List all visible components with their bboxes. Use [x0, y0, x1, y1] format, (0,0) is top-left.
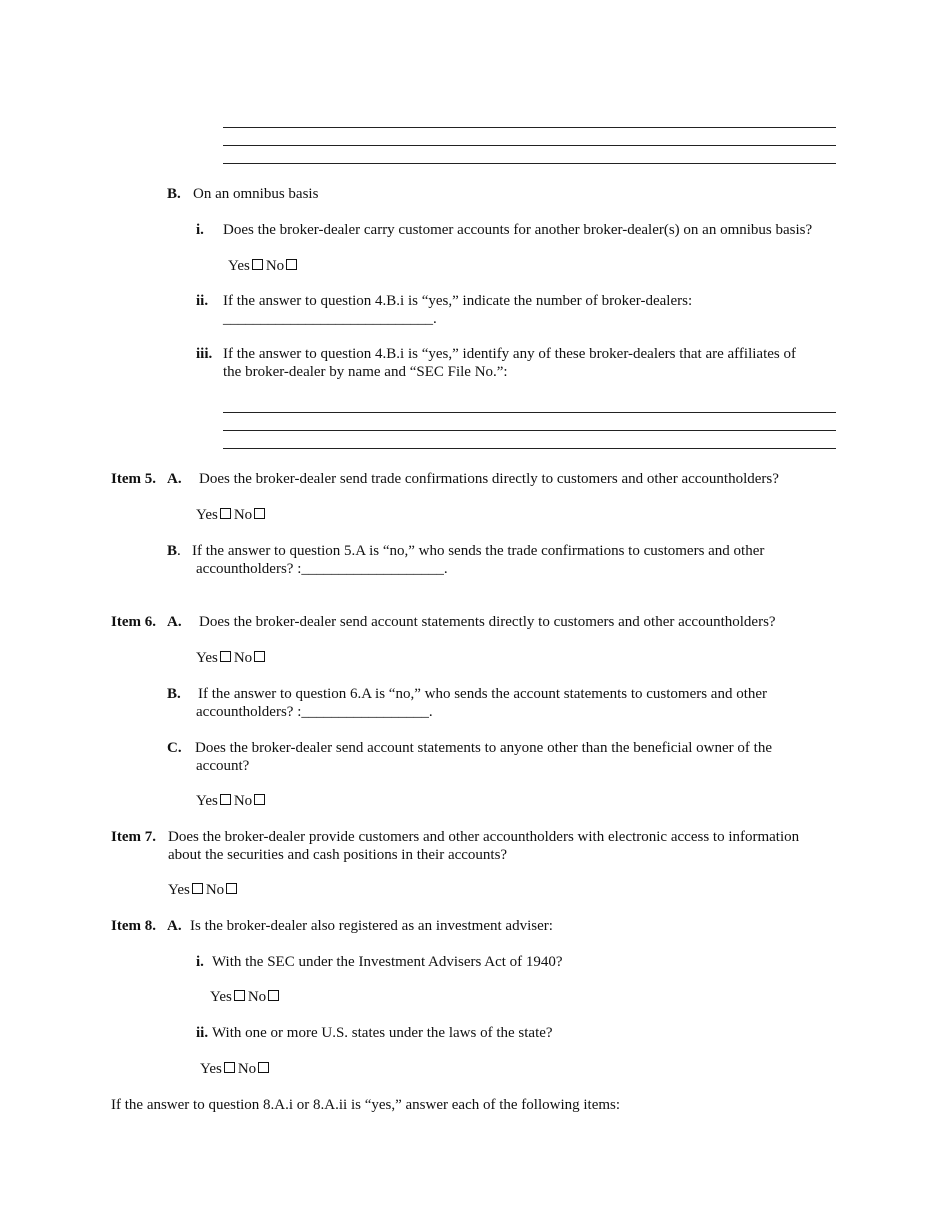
answer-line[interactable] — [223, 448, 836, 449]
item4-b-title: On an omnibus basis — [193, 186, 319, 202]
item8-a-i-question: With the SEC under the Investment Advisers Act of 1940? — [212, 954, 563, 970]
item5-a-question: Does the broker-dealer send trade confirmations directly to customers and other accountholders? — [199, 471, 779, 487]
item7-question-line2: about the securities and cash positions in their accounts? — [168, 847, 508, 863]
yes-checkbox[interactable] — [234, 990, 245, 1001]
no-checkbox[interactable] — [258, 1062, 269, 1073]
item6-b-question: If the answer to question 6.A is “no,” who sends the account statements to customers and other — [198, 686, 768, 702]
yes-checkbox[interactable] — [220, 651, 231, 662]
no-label: No — [265, 258, 285, 274]
yes-no-group — [196, 792, 268, 810]
answer-line[interactable] — [223, 127, 836, 128]
yes-checkbox[interactable] — [220, 508, 231, 519]
yes-label: Yes — [228, 258, 250, 274]
item6-a-question: Does the broker-dealer send account statements directly to customers and other accountholders? — [199, 614, 776, 630]
follow-up-instruction: If the answer to question 8.A.i or 8.A.ii is “yes,” answer each of the following items: — [111, 1097, 621, 1113]
yes-label: Yes — [196, 793, 218, 809]
item6-c-question-line2: account? — [196, 758, 250, 774]
item6-label: Item 6. — [111, 614, 156, 630]
answer-line[interactable] — [223, 163, 836, 164]
item8-label: Item 8. — [111, 918, 156, 934]
item8-a-letter: A. — [167, 918, 182, 934]
item8-a-question: Is the broker-dealer also registered as an investment adviser: — [190, 918, 553, 934]
yes-no-group — [196, 506, 268, 524]
item4-b-iii-number: iii. — [196, 346, 213, 362]
no-label: No — [205, 882, 225, 898]
yes-no-group — [168, 881, 240, 899]
no-checkbox[interactable] — [286, 259, 297, 270]
account-statements-sender-field[interactable]: accountholders? :_________________. — [196, 704, 433, 720]
yes-no-group — [200, 1060, 272, 1078]
answer-line[interactable] — [223, 145, 836, 146]
yes-no-group — [228, 257, 300, 275]
yes-label: Yes — [168, 882, 190, 898]
no-label: No — [247, 989, 267, 1005]
item5-b-question: . If the answer to question 5.A is “no,” who sends the trade confirmations to customers and other — [177, 543, 765, 559]
yes-checkbox[interactable] — [252, 259, 263, 270]
no-checkbox[interactable] — [226, 883, 237, 894]
yes-checkbox[interactable] — [224, 1062, 235, 1073]
item4-b-i-question: Does the broker-dealer carry customer accounts for another broker-dealer(s) on an omnibus basis? — [223, 222, 813, 238]
no-label: No — [233, 650, 253, 666]
item5-b-letter: B — [167, 543, 178, 559]
yes-label: Yes — [210, 989, 232, 1005]
no-checkbox[interactable] — [254, 508, 265, 519]
item5-label: Item 5. — [111, 471, 156, 487]
item4-b-iii-question-line2: the broker-dealer by name and “SEC File No.”: — [223, 364, 508, 380]
answer-line[interactable] — [223, 412, 836, 413]
item8-a-ii-question: With one or more U.S. states under the laws of the state? — [212, 1025, 553, 1041]
yes-label: Yes — [200, 1061, 222, 1077]
yes-no-group — [196, 649, 268, 667]
no-label: No — [233, 793, 253, 809]
no-checkbox[interactable] — [268, 990, 279, 1001]
no-label: No — [237, 1061, 257, 1077]
yes-checkbox[interactable] — [220, 794, 231, 805]
yes-checkbox[interactable] — [192, 883, 203, 894]
item5-a-letter: A. — [167, 471, 182, 487]
no-checkbox[interactable] — [254, 651, 265, 662]
yes-no-group — [210, 988, 282, 1006]
item4-b-letter: B. — [167, 186, 181, 202]
item4-b-i-number: i. — [196, 222, 204, 238]
item8-a-i-number: i. — [196, 954, 204, 970]
yes-label: Yes — [196, 650, 218, 666]
trade-confirmations-sender-field[interactable]: accountholders? :___________________. — [196, 561, 448, 577]
broker-dealer-count-field[interactable]: ____________________________. — [223, 311, 437, 327]
item7-question-line1: Does the broker-dealer provide customers and other accountholders with electronic access to information — [168, 829, 800, 845]
item4-b-iii-question-line1: If the answer to question 4.B.i is “yes,” identify any of these broker-dealers that are affiliates of — [223, 346, 796, 362]
item6-c-question-line1: Does the broker-dealer send account statements to anyone other than the beneficial owner of the — [195, 740, 772, 756]
item4-b-ii-number: ii. — [196, 293, 209, 309]
item6-c-letter: C. — [167, 740, 182, 756]
item8-a-ii-number: ii. — [196, 1025, 209, 1041]
item7-label: Item 7. — [111, 829, 156, 845]
item6-b-letter: B. — [167, 686, 181, 702]
no-label: No — [233, 507, 253, 523]
yes-label: Yes — [196, 507, 218, 523]
item4-b-ii-question: If the answer to question 4.B.i is “yes,” indicate the number of broker-dealers: — [223, 293, 693, 309]
no-checkbox[interactable] — [254, 794, 265, 805]
item5-b-row — [167, 542, 764, 560]
answer-line[interactable] — [223, 430, 836, 431]
item6-a-letter: A. — [167, 614, 182, 630]
